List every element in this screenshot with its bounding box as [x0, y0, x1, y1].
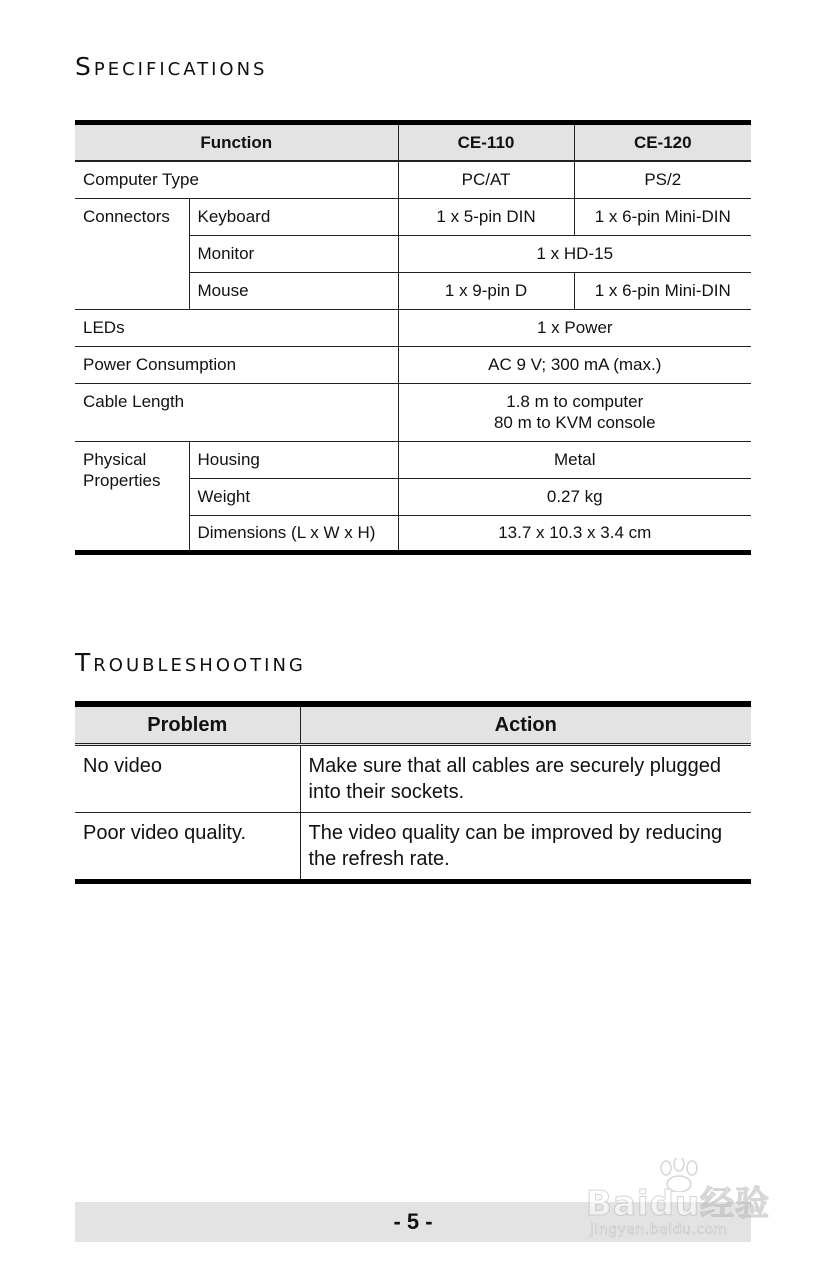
table-row: [75, 745, 751, 813]
physical-label-line1: Physical: [83, 449, 147, 469]
cable-length-label: Cable Length: [75, 383, 398, 441]
page-number: - 5 -: [393, 1209, 433, 1234]
cable-length-value: [398, 383, 751, 441]
table-row: [75, 346, 751, 383]
header-problem: Problem: [75, 704, 300, 745]
computer-type-ce110: PC/AT: [398, 161, 574, 198]
table-row: [75, 309, 751, 346]
monitor-value: 1 x HD-15: [398, 235, 751, 272]
problem-cell: Poor video quality.: [75, 813, 300, 882]
power-value: AC 9 V; 300 mA (max.): [398, 346, 751, 383]
mouse-ce110: 1 x 9-pin D: [398, 272, 574, 309]
table-row: [75, 383, 751, 441]
mouse-ce120: 1 x 6-pin Mini-DIN: [574, 272, 751, 309]
header-ce110: CE-110: [398, 123, 574, 162]
leds-label: LEDs: [75, 309, 398, 346]
mouse-label: Mouse: [189, 272, 398, 309]
housing-value: Metal: [398, 441, 751, 478]
table-row: [75, 441, 751, 478]
connectors-label: Connectors: [75, 198, 189, 309]
watermark: [582, 1158, 782, 1253]
header-function: Function: [75, 123, 398, 162]
action-cell: The video quality can be improved by reducing the refresh rate.: [300, 813, 751, 882]
specifications-title: Specifications: [75, 52, 268, 81]
problem-cell: No video: [75, 745, 300, 813]
keyboard-ce110: 1 x 5-pin DIN: [398, 198, 574, 235]
weight-value: 0.27 kg: [398, 478, 751, 515]
table-row: [75, 161, 751, 198]
computer-type-ce120: PS/2: [574, 161, 751, 198]
keyboard-ce120: 1 x 6-pin Mini-DIN: [574, 198, 751, 235]
dimensions-label: Dimensions (L x W x H): [189, 515, 398, 552]
leds-value: 1 x Power: [398, 309, 751, 346]
specifications-table: [75, 120, 751, 555]
table-row: [75, 813, 751, 882]
watermark-brand: Baidu经验: [586, 1184, 771, 1224]
housing-label: Housing: [189, 441, 398, 478]
weight-label: Weight: [189, 478, 398, 515]
keyboard-label: Keyboard: [189, 198, 398, 235]
action-cell: Make sure that all cables are securely plugged into their sockets.: [300, 745, 751, 813]
physical-label-line2: Properties: [83, 470, 161, 490]
header-action: Action: [300, 704, 751, 745]
table-header-row: [75, 704, 751, 745]
header-ce120: CE-120: [574, 123, 751, 162]
table-header-row: [75, 123, 751, 162]
watermark-url: jingyan.baidu.com: [590, 1222, 728, 1238]
monitor-label: Monitor: [189, 235, 398, 272]
computer-type-label: Computer Type: [75, 161, 398, 198]
troubleshooting-title: Troubleshooting: [75, 648, 306, 677]
dimensions-value: 13.7 x 10.3 x 3.4 cm: [398, 515, 751, 552]
cable-length-line2: 80 m to KVM console: [493, 413, 656, 432]
physical-properties-label: [75, 441, 189, 552]
power-label: Power Consumption: [75, 346, 398, 383]
cable-length-line1: 1.8 m to computer: [506, 392, 644, 411]
table-row: [75, 198, 751, 235]
troubleshooting-table: [75, 701, 751, 884]
